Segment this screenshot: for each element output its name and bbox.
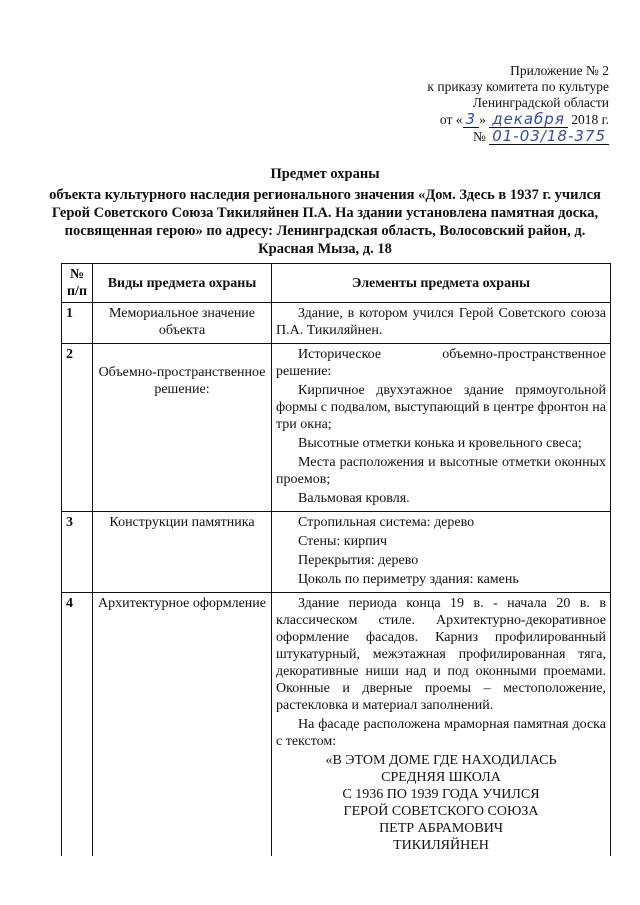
document-title [40, 165, 610, 258]
header-elements: Элементы предмета охраны [272, 264, 611, 303]
table-row: 1 Мемориальное значение объекта Здание, в котором учился Герой Советского союза П.А. Тикиляйнен. [62, 303, 611, 344]
table-row: 2 Объемно-пространственное решение: Историческое объемно-пространственное решение: Кирпичное двухэтажное здание прямоугольной формы с подвалом, выступающий в центре фронтон на три окна; Высотные отметки конька и кровельного свеса; Места расположения и высотные отметки оконных проемов; Вальмовая кровля. [62, 344, 611, 512]
date-day: 3 [463, 111, 480, 128]
appendix-block [349, 63, 609, 145]
title-heading: Предмет охраны [270, 166, 380, 182]
appendix-region: Ленинградской области [472, 95, 609, 110]
order-number-value: 01-03/18-375 [489, 128, 609, 145]
appendix-order-ref: к приказу комитета по культуре [427, 79, 609, 94]
protection-table [61, 263, 611, 856]
appendix-order-number: № 01-03/18-375 [349, 128, 609, 145]
date-month: декабря [489, 111, 568, 128]
plaque-text: «В ЭТОМ ДОМЕ ГДЕ НАХОДИЛАСЬ СРЕДНЯЯ ШКОЛА С 1936 ПО 1939 ГОДА УЧИЛСЯ ГЕРОЙ СОВЕТСКОГО СОЮЗА ПЕТР АБРАМОВИЧ ТИКИЛЯЙНЕН [325, 753, 557, 853]
table-header-row [62, 264, 611, 303]
table-row: 3 Конструкции памятника Стропильная система: дерево Стены: кирпич Перекрытия: дерево Цоколь по периметру здания: камень [62, 512, 611, 593]
title-body: объекта культурного наследия регионального значения «Дом. Здесь в 1937 г. учился Герой Советского Союза Тикиляйнен П.А. На здании установлена памятная доска, посвященная герою» по адресу: Ленинградская область, Волосовский район, д. Красная Мыза, д. 18 [49, 187, 601, 257]
appendix-number: Приложение № 2 [510, 63, 609, 78]
header-num: № п/п [62, 264, 93, 303]
table-row: 4 Архитектурное оформление Здание периода конца 19 в. - начала 20 в. в классическом стиле. Архитектурно-декоративное оформление фасадов. Карниз профилированный штукатурный, межэтажная профилированная тяга, декоративные ниши над и под оконными проемами. Оконные и дверные проемы – местоположение, растекловка и материал заполнений. На фасаде расположена мраморная памятная доска с текстом: «В ЭТОМ ДОМЕ ГДЕ НАХОДИЛАСЬ СРЕДНЯЯ ШКОЛА С 1936 ПО 1939 ГОДА УЧИЛСЯ ГЕРОЙ СОВЕТСКОГО СОЮЗА ПЕТР АБРАМОВИЧ ТИКИЛЯЙНЕН [62, 593, 611, 857]
header-kind: Виды предмета охраны [93, 264, 272, 303]
appendix-date: от « 3 » декабря 2018 г. [439, 110, 609, 128]
